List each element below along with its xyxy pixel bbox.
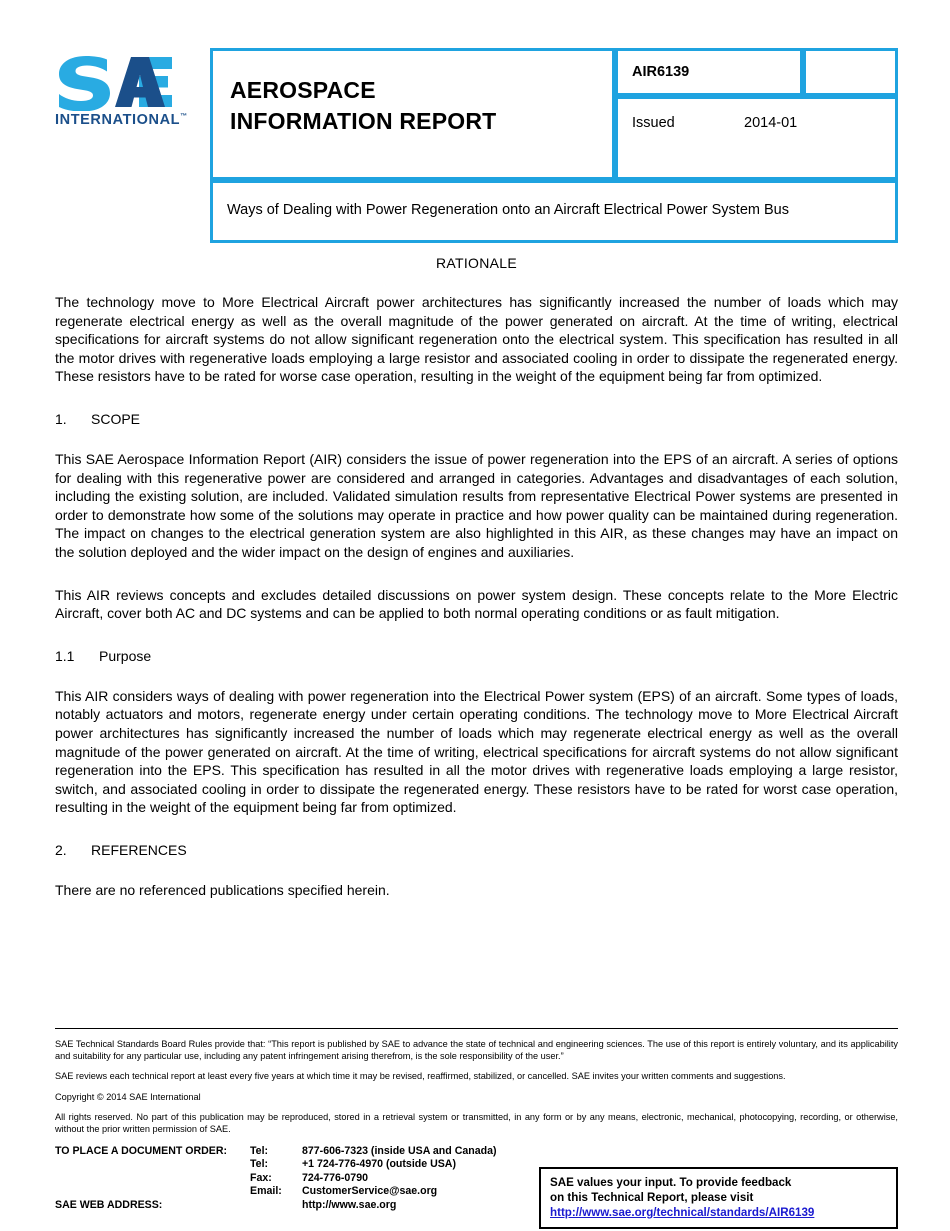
report-type-line-1: AEROSPACE <box>230 77 376 103</box>
web-address-label: SAE WEB ADDRESS: <box>55 1198 163 1211</box>
table-row <box>55 1145 497 1159</box>
report-type-line-2: INFORMATION REPORT <box>230 108 497 134</box>
table-row <box>55 1158 497 1172</box>
feedback-box <box>539 1167 898 1229</box>
web-address-value: http://www.sae.org <box>302 1198 397 1211</box>
rationale-heading: RATIONALE <box>435 255 517 271</box>
issued-box <box>615 96 898 180</box>
footer-disclaimer-2: SAE reviews each technical report at least every five years at which time it may be revised, reaffirmed, stabilized, or cancelled. SAE invites your written comments and suggestions. <box>55 1071 786 1082</box>
section-number-1-1: 1.1 <box>55 647 75 664</box>
document-number-box <box>615 48 803 96</box>
section-heading-references <box>55 841 898 859</box>
spacer-cell <box>250 1199 302 1213</box>
section-title-purpose: Purpose <box>99 647 152 664</box>
section-number-1: 1. <box>55 410 67 427</box>
footer-divider <box>55 1028 898 1029</box>
section-title-references: REFERENCES <box>91 841 187 858</box>
order-contact-table <box>55 1145 497 1213</box>
contact-value-3: CustomerService@sae.org <box>302 1185 438 1198</box>
contact-key-0: Tel: <box>250 1144 269 1157</box>
subject-box <box>210 180 898 243</box>
table-row <box>55 1185 497 1199</box>
table-row <box>55 1199 497 1213</box>
sae-logo <box>55 53 195 143</box>
order-contact-area <box>55 1145 898 1231</box>
feedback-line-1: SAE values your input. To provide feedback <box>550 1175 792 1189</box>
contact-value-0: 877-606-7323 (inside USA and Canada) <box>302 1144 497 1157</box>
scope-paragraph-1: This SAE Aerospace Information Report (AIR) considers the issue of power regeneration into the EPS of an aircraft. A series of options for dealing with this regenerative power are considered and arranged in categories. Advantages and disadvantages of each solution, including the existing solution, are included. Validated simulation results from representative Electrical Power systems are presented in order to demonstrate how some of the solutions may operate in practice and how power quality can be maintained during regeneration. The impact on changes to the electrical generation system are also highlighted in this AIR, as these changes may have an impact on the solution deployed and the wider impact on the design of engines and auxiliaries. <box>55 450 898 560</box>
report-type-box <box>210 48 615 180</box>
document-body <box>55 255 898 923</box>
issued-date: 2014-01 <box>744 115 798 131</box>
section-heading-scope <box>55 410 898 428</box>
rationale-paragraph: The technology move to More Electrical Aircraft power architectures has significantly increased the number of loads which may regenerate electrical energy as well as the overall magnitude of the power generated on aircraft. At the time of writing, electrical specifications for aircraft systems do not allow significant regeneration onto the electrical system. This specification has resulted in all the motor drives with regenerative loads employing a large resistor and associated cooling in order to dissipate the regenerated energy. These resistors have to be rated for worse case operation, resulting in the weight of the equipment being far from optimized. <box>55 294 898 385</box>
trademark-symbol: ™ <box>180 113 188 121</box>
section-heading-purpose <box>55 647 898 665</box>
contact-key-2: Fax: <box>250 1171 272 1184</box>
logo-wordmark: INTERNATIONAL™ <box>55 112 188 128</box>
header-grid <box>210 48 898 243</box>
footer-disclaimer-1: SAE Technical Standards Board Rules provide that: “This report is published by SAE to advance the state of technical and engineering sciences. The use of this report is entirely voluntary, and its applicability and suitability for any particular use, including any patent infringement arising therefrom, is the sole responsibility of the user.” <box>55 1039 898 1061</box>
contact-key-3: Email: <box>250 1185 282 1198</box>
footer-copyright: Copyright © 2014 SAE International <box>55 1091 201 1102</box>
contact-value-1: +1 724-776-4970 (outside USA) <box>302 1158 456 1171</box>
purpose-paragraph: This AIR considers ways of dealing with power regeneration into the Electrical Power system (EPS) of an aircraft. Some types of loads, notably actuators and motors, regenerate energy under certain operating conditions. The technology move to More Electrical Aircraft power architectures has significantly increased the number of loads which may regenerate electrical energy as well as the overall magnitude of the power generated on aircraft. At the time of writing, electrical specifications for aircraft systems do not allow significant regeneration into the EPS. This specification has resulted in all the motor drives with regenerative loads employing a large resistor, switch, and associated cooling in order to dissipate the regenerated energy. These resistors have to be rated for worst case operation, resulting in the weight of the equipment being far from optimized. <box>55 687 898 816</box>
feedback-line-2: on this Technical Report, please visit <box>550 1190 754 1204</box>
document-footer <box>55 1028 898 1231</box>
section-number-2: 2. <box>55 841 67 858</box>
order-label: TO PLACE A DOCUMENT ORDER: <box>55 1144 228 1157</box>
spacer-cell <box>55 1158 250 1172</box>
spacer-cell <box>55 1172 250 1186</box>
issued-label: Issued <box>632 115 675 131</box>
document-header <box>55 48 898 243</box>
contact-key-1: Tel: <box>250 1158 269 1171</box>
document-number: AIR6139 <box>632 64 690 80</box>
table-row <box>55 1172 497 1186</box>
references-paragraph: There are no referenced publications specified herein. <box>55 881 390 898</box>
feedback-link[interactable]: http://www.sae.org/technical/standards/AIR6139 <box>550 1205 815 1219</box>
scope-paragraph-2: This AIR reviews concepts and excludes detailed discussions on power system design. These concepts relate to the More Electric Aircraft, cover both AC and DC systems and can be applied to both normal operating conditions or as fault mitigation. <box>55 586 898 622</box>
section-title-scope: SCOPE <box>91 410 141 427</box>
sae-logo-icon <box>55 53 175 111</box>
revision-box <box>803 48 898 96</box>
footer-rights-reserved: All rights reserved. No part of this publication may be reproduced, stored in a retrieval system or transmitted, in any form or by any means, electronic, mechanical, photocopying, recording, or otherwise, without the prior written permission of SAE. <box>55 1112 898 1134</box>
document-subject: Ways of Dealing with Power Regeneration onto an Aircraft Electrical Power System Bus <box>227 202 789 218</box>
spacer-cell <box>55 1185 250 1199</box>
contact-value-2: 724-776-0790 <box>302 1171 368 1184</box>
